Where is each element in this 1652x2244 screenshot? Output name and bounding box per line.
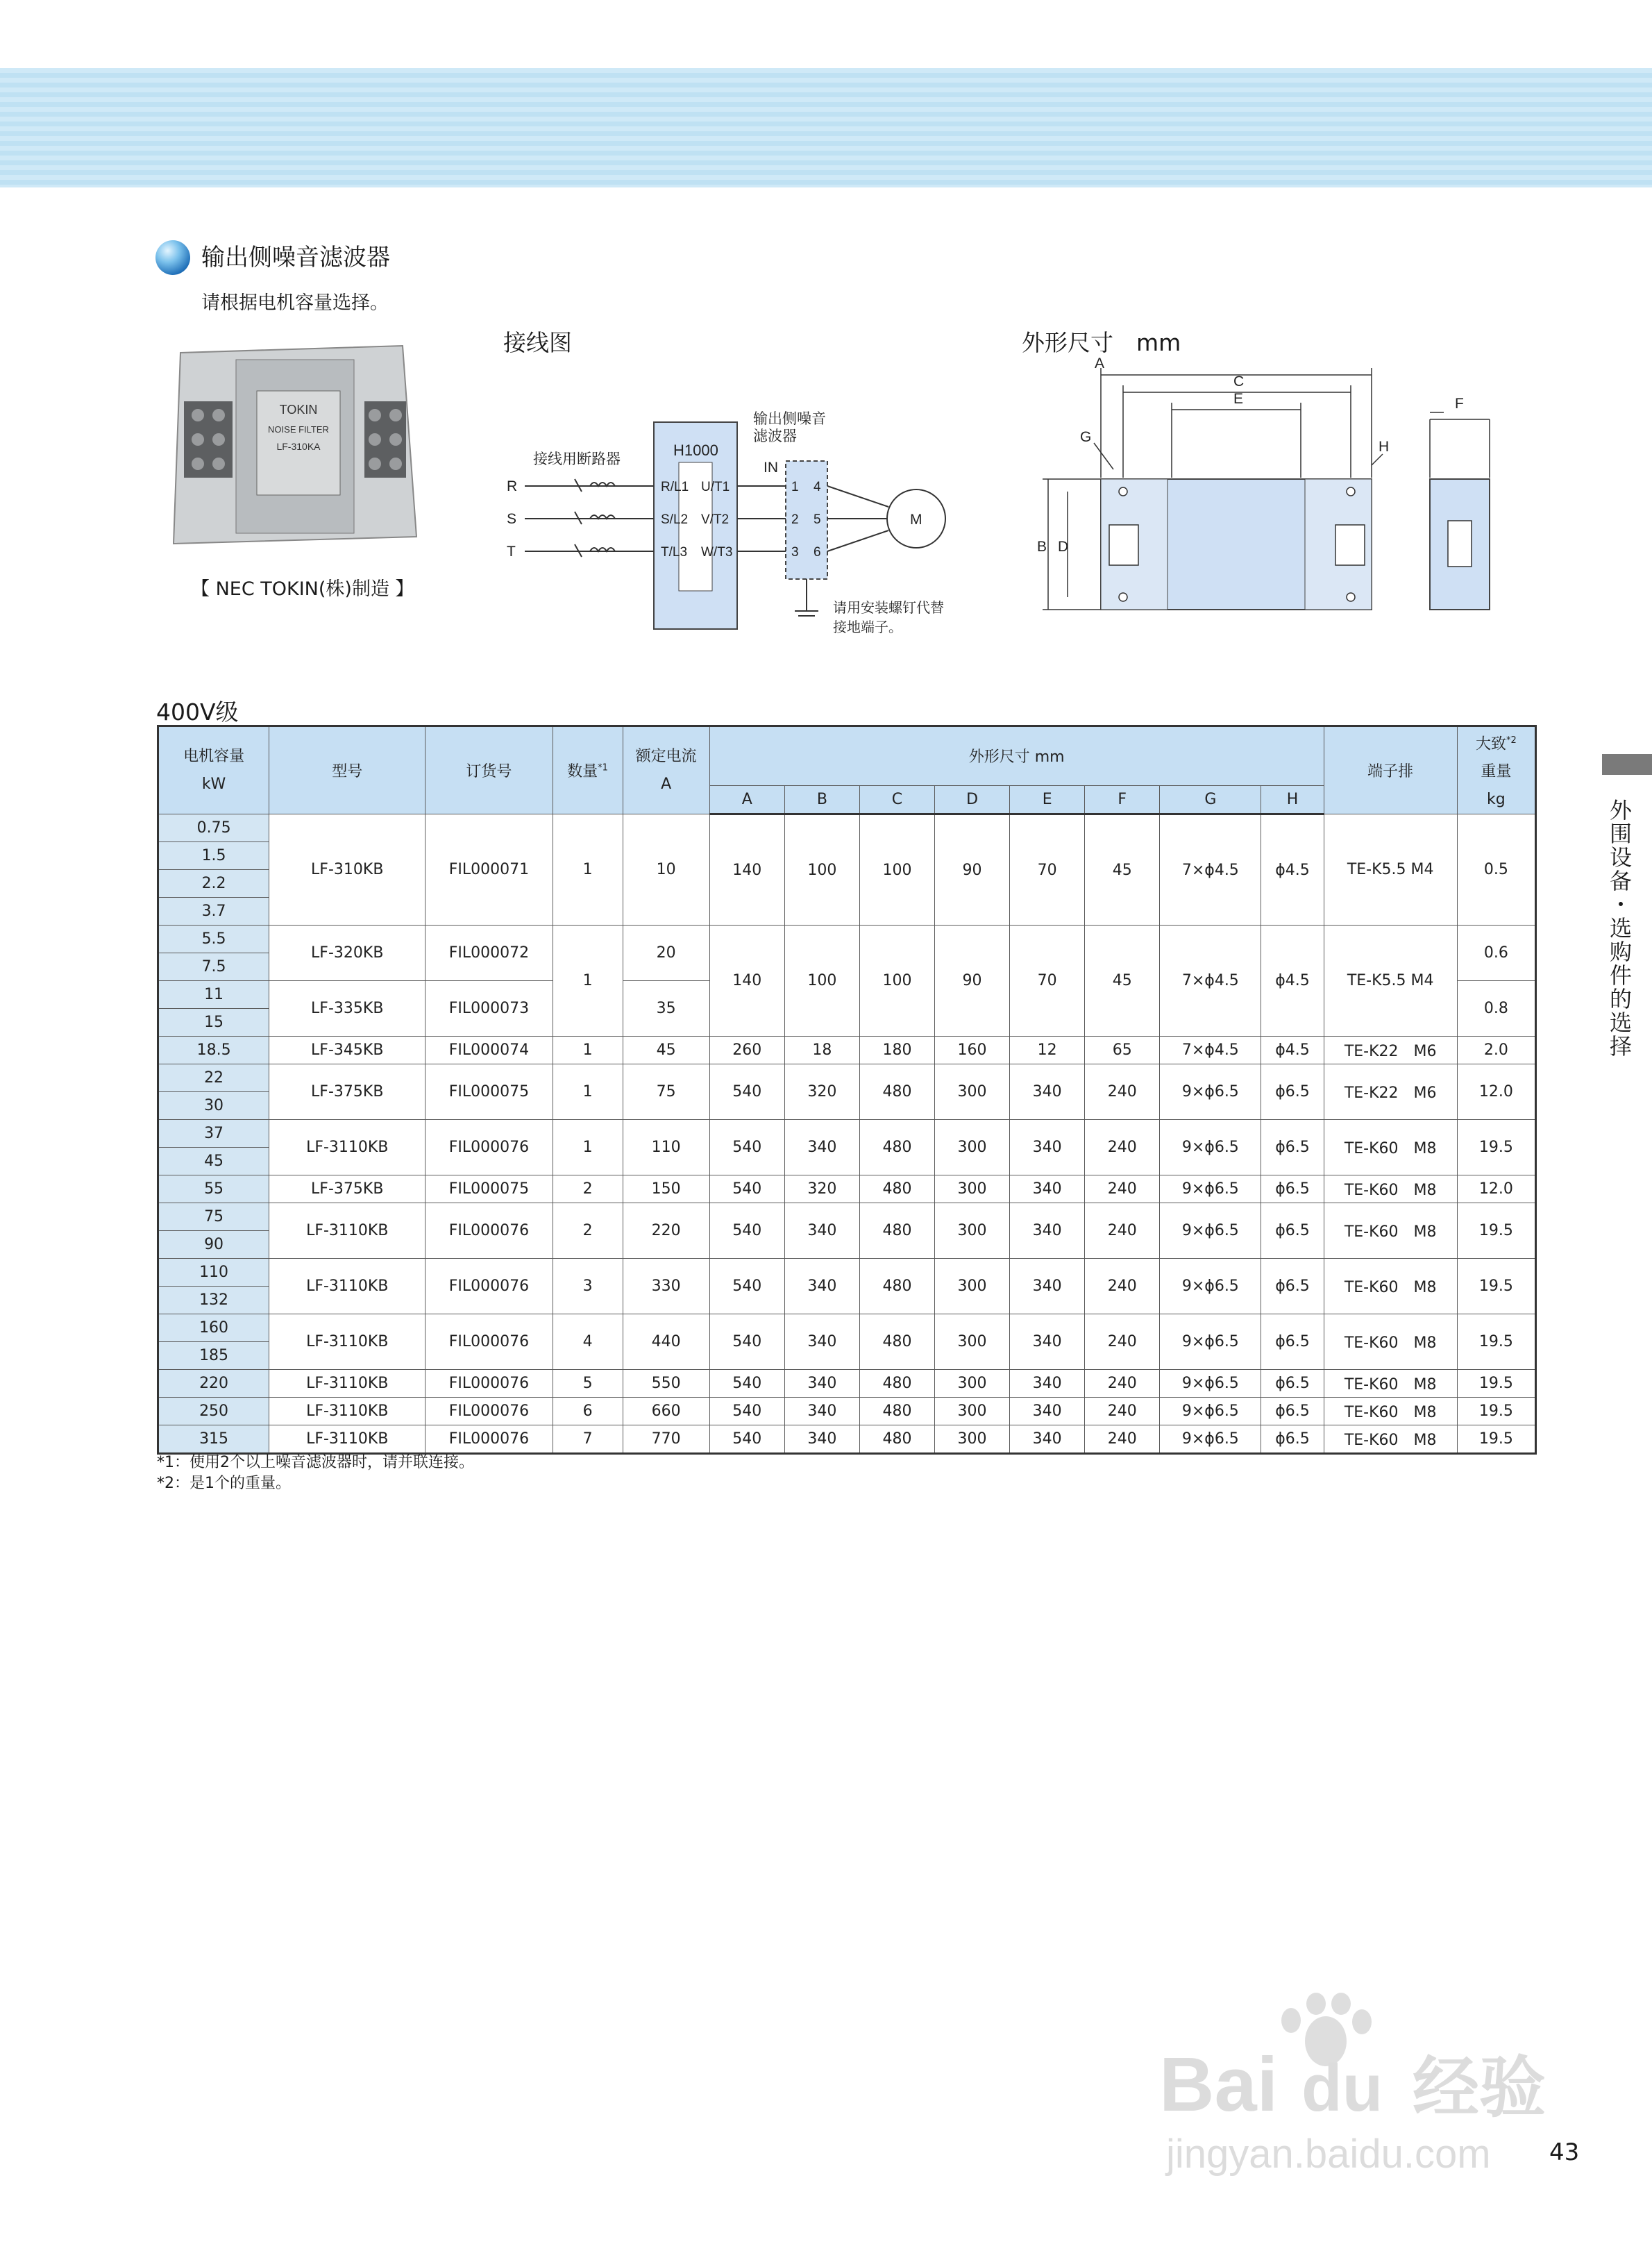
cell-rated-current: 110: [623, 1120, 709, 1175]
cell-motor-kw: 110: [158, 1259, 269, 1287]
watermark-main: Bai: [1159, 2042, 1279, 2127]
cell-motor-kw: 90: [158, 1231, 269, 1259]
cell-dim-b: 340: [784, 1259, 859, 1314]
cell-motor-kw: 185: [158, 1342, 269, 1370]
header-terminal: 端子排: [1324, 726, 1457, 814]
cell-dim-h: ϕ6.5: [1261, 1314, 1324, 1370]
cell-dim-b: 18: [784, 1037, 859, 1064]
cell-dim-h: ϕ4.5: [1261, 1037, 1324, 1064]
cell-order-no: FIL000076: [425, 1259, 553, 1314]
cell-model: LF-3110KB: [269, 1120, 425, 1175]
cell-motor-kw: 30: [158, 1092, 269, 1120]
section-title: 输出侧噪音滤波器: [201, 244, 390, 271]
cell-model: LF-310KB: [269, 814, 425, 926]
footnote-1: *1：使用2个以上噪音滤波器时，请并联连接。: [157, 1454, 474, 1471]
dim-label-d: D: [1058, 539, 1069, 555]
cell-dim-c: 480: [859, 1203, 934, 1259]
watermark-url: jingyan.baidu.com: [1166, 2132, 1491, 2177]
cell-dim-f: 45: [1085, 814, 1160, 926]
table-row: [158, 1398, 1536, 1425]
cell-weight: 19.5: [1457, 1120, 1535, 1175]
baidu-watermark: [1152, 1993, 1569, 2187]
cell-terminal: TE-K22 M6: [1324, 1064, 1457, 1120]
filter-term-4: 4: [814, 480, 821, 494]
cell-rated-current: 20: [623, 926, 709, 981]
cell-dim-d: 300: [935, 1398, 1010, 1425]
cell-dim-c: 180: [859, 1037, 934, 1064]
table-row: [158, 1259, 1536, 1287]
cell-dim-a: 540: [709, 1064, 784, 1120]
table-row: [158, 1203, 1536, 1231]
cell-motor-kw: 37: [158, 1120, 269, 1148]
cell-motor-kw: 3.7: [158, 898, 269, 926]
filter-term-1: 1: [791, 480, 799, 494]
cell-dim-c: 480: [859, 1425, 934, 1454]
cell-dim-f: 65: [1085, 1037, 1160, 1064]
output-v: V/T2: [701, 512, 730, 527]
table-row: [158, 814, 1536, 842]
cell-dim-a: 260: [709, 1037, 784, 1064]
cell-dim-h: ϕ6.5: [1261, 1425, 1324, 1454]
side-tab-marker: [1602, 754, 1652, 775]
cell-order-no: FIL000071: [425, 814, 553, 926]
cell-dim-e: 340: [1010, 1259, 1085, 1314]
cell-motor-kw: 11: [158, 981, 269, 1009]
cell-terminal: TE-K60 M8: [1324, 1203, 1457, 1259]
cell-dim-h: ϕ6.5: [1261, 1370, 1324, 1398]
cell-weight: 19.5: [1457, 1259, 1535, 1314]
cell-order-no: FIL000074: [425, 1037, 553, 1064]
cell-dim-c: 100: [859, 814, 934, 926]
cell-dim-a: 540: [709, 1203, 784, 1259]
cell-rated-current: 220: [623, 1203, 709, 1259]
section-subtitle: 请根据电机容量选择。: [201, 292, 389, 314]
cell-model: LF-3110KB: [269, 1314, 425, 1370]
cell-dim-a: 540: [709, 1398, 784, 1425]
cell-dim-d: 300: [935, 1175, 1010, 1203]
watermark-cn: 经验: [1413, 2051, 1546, 2125]
output-w: W/T3: [701, 545, 733, 560]
cell-dim-g: 7×ϕ4.5: [1160, 814, 1261, 926]
dim-label-e: E: [1233, 391, 1244, 407]
photo-model: LF-310KA: [276, 441, 321, 452]
cell-qty: 3: [553, 1259, 623, 1314]
cell-weight: 0.8: [1457, 981, 1535, 1037]
motor-label: M: [910, 512, 922, 528]
cell-motor-kw: 5.5: [158, 926, 269, 953]
cell-rated-current: 10: [623, 814, 709, 926]
cell-qty: 7: [553, 1425, 623, 1454]
filter-term-3: 3: [791, 545, 799, 560]
cell-dim-d: 300: [935, 1120, 1010, 1175]
table-row: [158, 1314, 1536, 1342]
header-model: 型号: [269, 726, 425, 814]
cell-model: LF-375KB: [269, 1175, 425, 1203]
cell-weight: 19.5: [1457, 1425, 1535, 1454]
cell-dim-f: 240: [1085, 1203, 1160, 1259]
cell-weight: 19.5: [1457, 1314, 1535, 1370]
phase-s: S: [507, 511, 517, 527]
cell-terminal: TE-K60 M8: [1324, 1120, 1457, 1175]
table-row: [158, 1120, 1536, 1148]
cell-dim-a: 540: [709, 1175, 784, 1203]
cell-weight: 12.0: [1457, 1064, 1535, 1120]
wiring-diagram: [500, 403, 1000, 653]
cell-dim-g: 9×ϕ6.5: [1160, 1398, 1261, 1425]
cell-dim-g: 9×ϕ6.5: [1160, 1064, 1261, 1120]
cell-dim-c: 480: [859, 1259, 934, 1314]
cell-terminal: TE-K22 M6: [1324, 1037, 1457, 1064]
cell-motor-kw: 22: [158, 1064, 269, 1092]
cell-terminal: TE-K60 M8: [1324, 1175, 1457, 1203]
cell-dim-b: 340: [784, 1120, 859, 1175]
cell-motor-kw: 0.75: [158, 814, 269, 842]
output-u: U/T1: [701, 480, 730, 494]
table-row: [158, 1037, 1536, 1064]
cell-dim-f: 240: [1085, 1370, 1160, 1398]
top-banner: [0, 68, 1652, 187]
cell-terminal: TE-K60 M8: [1324, 1370, 1457, 1398]
cell-dim-c: 480: [859, 1314, 934, 1370]
noise-filter-photo: [167, 339, 423, 551]
cell-dim-f: 240: [1085, 1314, 1160, 1370]
cell-rated-current: 150: [623, 1175, 709, 1203]
cell-model: LF-335KB: [269, 981, 425, 1037]
cell-qty: 1: [553, 1064, 623, 1120]
cell-dim-f: 240: [1085, 1398, 1160, 1425]
cell-weight: 0.6: [1457, 926, 1535, 981]
cell-dim-e: 340: [1010, 1370, 1085, 1398]
cell-rated-current: 75: [623, 1064, 709, 1120]
cell-motor-kw: 7.5: [158, 953, 269, 981]
cell-qty: 2: [553, 1203, 623, 1259]
cell-dim-a: 540: [709, 1370, 784, 1398]
cell-terminal: TE-K5.5 M4: [1324, 814, 1457, 926]
cell-weight: 2.0: [1457, 1037, 1535, 1064]
cell-qty: 1: [553, 1120, 623, 1175]
footnotes: [157, 1452, 474, 1494]
cell-terminal: TE-K60 M8: [1324, 1425, 1457, 1454]
cell-dim-b: 340: [784, 1370, 859, 1398]
cell-dim-f: 240: [1085, 1064, 1160, 1120]
header-motor-kw: 电机容量 kW: [158, 726, 269, 814]
phase-r: R: [507, 478, 518, 494]
cell-order-no: FIL000072: [425, 926, 553, 981]
cell-dim-h: ϕ4.5: [1261, 814, 1324, 926]
cell-dim-h: ϕ6.5: [1261, 1398, 1324, 1425]
wiring-title: 接线图: [503, 329, 572, 356]
header-qty: 数量$^{*1}$: [553, 726, 623, 814]
cell-dim-h: ϕ4.5: [1261, 926, 1324, 1037]
input-t: T/L3: [661, 545, 688, 560]
section-bullet-icon: [155, 240, 190, 275]
table-row: [158, 1064, 1536, 1092]
cell-dim-a: 140: [709, 926, 784, 1037]
cell-motor-kw: 2.2: [158, 870, 269, 898]
side-chapter-label: 外围设备・选购件的选择: [1606, 798, 1633, 1058]
cell-dim-e: 340: [1010, 1064, 1085, 1120]
cell-weight: 12.0: [1457, 1175, 1535, 1203]
cell-dim-h: ϕ6.5: [1261, 1175, 1324, 1203]
filter-term-6: 6: [814, 545, 821, 560]
cell-dim-a: 140: [709, 814, 784, 926]
cell-dim-b: 100: [784, 814, 859, 926]
cell-rated-current: 440: [623, 1314, 709, 1370]
dim-label-h: H: [1379, 439, 1390, 455]
cell-motor-kw: 18.5: [158, 1037, 269, 1064]
header-dim-b: B: [784, 785, 859, 814]
cell-dim-d: 160: [935, 1037, 1010, 1064]
cell-dim-g: 7×ϕ4.5: [1160, 926, 1261, 1037]
cell-motor-kw: 220: [158, 1370, 269, 1398]
header-dim-g: G: [1160, 785, 1261, 814]
table-row: [158, 1370, 1536, 1398]
cell-dim-d: 300: [935, 1064, 1010, 1120]
cell-rated-current: 330: [623, 1259, 709, 1314]
cell-dim-e: 340: [1010, 1425, 1085, 1454]
cell-motor-kw: 315: [158, 1425, 269, 1454]
cell-rated-current: 35: [623, 981, 709, 1037]
cell-terminal: TE-K60 M8: [1324, 1259, 1457, 1314]
cell-dim-a: 540: [709, 1120, 784, 1175]
cell-dim-d: 300: [935, 1425, 1010, 1454]
cell-order-no: FIL000073: [425, 981, 553, 1037]
cell-order-no: FIL000076: [425, 1120, 553, 1175]
cell-qty: 1: [553, 926, 623, 1037]
input-r: R/L1: [661, 480, 689, 494]
cell-dim-f: 240: [1085, 1425, 1160, 1454]
ground-note-1: 请用安装螺钉代替: [833, 601, 944, 616]
dim-label-f: F: [1455, 396, 1464, 412]
photo-label: NOISE FILTER: [268, 424, 329, 435]
cell-rated-current: 770: [623, 1425, 709, 1454]
header-dim-f: F: [1085, 785, 1160, 814]
cell-dim-e: 340: [1010, 1175, 1085, 1203]
cell-qty: 1: [553, 814, 623, 926]
cell-motor-kw: 75: [158, 1203, 269, 1231]
header-dim-h: H: [1261, 785, 1324, 814]
cell-qty: 1: [553, 1037, 623, 1064]
cell-dim-b: 340: [784, 1398, 859, 1425]
cell-dim-b: 320: [784, 1064, 859, 1120]
table-row: [158, 1425, 1536, 1454]
header-order-no: 订货号: [425, 726, 553, 814]
cell-model: LF-345KB: [269, 1037, 425, 1064]
cell-dim-a: 540: [709, 1425, 784, 1454]
cell-dim-b: 340: [784, 1314, 859, 1370]
cell-dim-h: ϕ6.5: [1261, 1203, 1324, 1259]
filter-label-2: 滤波器: [753, 428, 797, 444]
cell-order-no: FIL000076: [425, 1425, 553, 1454]
cell-qty: 5: [553, 1370, 623, 1398]
cell-order-no: FIL000075: [425, 1175, 553, 1203]
cell-dim-e: 340: [1010, 1203, 1085, 1259]
cell-qty: 6: [553, 1398, 623, 1425]
cell-dim-d: 90: [935, 926, 1010, 1037]
cell-dim-e: 70: [1010, 814, 1085, 926]
cell-terminal: TE-K60 M8: [1324, 1398, 1457, 1425]
cell-terminal: TE-K60 M8: [1324, 1314, 1457, 1370]
breaker-label: 接线用断路器: [533, 451, 621, 467]
cell-weight: 19.5: [1457, 1398, 1535, 1425]
cell-dim-g: 9×ϕ6.5: [1160, 1370, 1261, 1398]
dims-title: 外形尺寸 mm: [1022, 329, 1181, 356]
dim-label-g: G: [1080, 429, 1092, 445]
cell-dim-h: ϕ6.5: [1261, 1120, 1324, 1175]
cell-dim-b: 340: [784, 1425, 859, 1454]
cell-dim-g: 9×ϕ6.5: [1160, 1120, 1261, 1175]
cell-dim-d: 300: [935, 1203, 1010, 1259]
cell-dim-h: ϕ6.5: [1261, 1064, 1324, 1120]
cell-dim-e: 340: [1010, 1120, 1085, 1175]
cell-weight: 19.5: [1457, 1370, 1535, 1398]
cell-dim-e: 70: [1010, 926, 1085, 1037]
cell-motor-kw: 250: [158, 1398, 269, 1425]
cell-dim-d: 90: [935, 814, 1010, 926]
filter-term-2: 2: [791, 512, 799, 527]
cell-model: LF-3110KB: [269, 1259, 425, 1314]
cell-weight: 0.5: [1457, 814, 1535, 926]
cell-dim-e: 12: [1010, 1037, 1085, 1064]
cell-model: LF-3110KB: [269, 1370, 425, 1398]
cell-dim-e: 340: [1010, 1314, 1085, 1370]
cell-dim-f: 240: [1085, 1120, 1160, 1175]
cell-dim-g: 7×ϕ4.5: [1160, 1037, 1261, 1064]
filter-label-1: 输出侧噪音: [753, 411, 826, 427]
cell-model: LF-3110KB: [269, 1425, 425, 1454]
page-number: 43: [1549, 2138, 1580, 2166]
cell-order-no: FIL000076: [425, 1398, 553, 1425]
cell-dim-f: 45: [1085, 926, 1160, 1037]
cell-order-no: FIL000076: [425, 1203, 553, 1259]
footnote-2: *2：是1个的重量。: [157, 1475, 291, 1492]
dimension-drawing: [1027, 354, 1541, 632]
header-dim-d: D: [935, 785, 1010, 814]
table-row: [158, 926, 1536, 953]
cell-order-no: FIL000076: [425, 1314, 553, 1370]
cell-qty: 4: [553, 1314, 623, 1370]
table-row: [158, 1175, 1536, 1203]
header-dim-c: C: [859, 785, 934, 814]
phase-t: T: [507, 544, 516, 560]
cell-dim-c: 480: [859, 1064, 934, 1120]
cell-dim-c: 100: [859, 926, 934, 1037]
header-rated-current: 额定电流 A: [623, 726, 709, 814]
cell-model: LF-375KB: [269, 1064, 425, 1120]
cell-terminal: TE-K5.5 M4: [1324, 926, 1457, 1037]
header-dim-a: A: [709, 785, 784, 814]
cell-dim-g: 9×ϕ6.5: [1160, 1175, 1261, 1203]
cell-dim-g: 9×ϕ6.5: [1160, 1314, 1261, 1370]
dim-label-c: C: [1233, 374, 1245, 390]
ground-note-2: 接地端子。: [833, 620, 902, 635]
cell-motor-kw: 160: [158, 1314, 269, 1342]
spec-table-body: [158, 814, 1536, 1454]
cell-dim-f: 240: [1085, 1175, 1160, 1203]
cell-motor-kw: 1.5: [158, 842, 269, 870]
cell-dim-g: 9×ϕ6.5: [1160, 1425, 1261, 1454]
cell-dim-d: 300: [935, 1259, 1010, 1314]
cell-dim-c: 480: [859, 1398, 934, 1425]
cell-dim-d: 300: [935, 1370, 1010, 1398]
cell-dim-g: 9×ϕ6.5: [1160, 1259, 1261, 1314]
cell-dim-h: ϕ6.5: [1261, 1259, 1324, 1314]
filter-in-label: IN: [764, 460, 778, 476]
inverter-label: H1000: [673, 442, 718, 459]
cell-dim-e: 340: [1010, 1398, 1085, 1425]
header-dim-e: E: [1010, 785, 1085, 814]
watermark-du: du: [1301, 2051, 1383, 2125]
cell-motor-kw: 55: [158, 1175, 269, 1203]
cell-dim-b: 100: [784, 926, 859, 1037]
cell-dim-b: 320: [784, 1175, 859, 1203]
cell-model: LF-320KB: [269, 926, 425, 981]
cell-motor-kw: 15: [158, 1009, 269, 1037]
header-weight: 大致$^{*2}$ 重量 kg: [1457, 726, 1535, 814]
input-s: S/L2: [661, 512, 689, 527]
dim-label-b: B: [1037, 539, 1047, 555]
photo-caption: 【 NEC TOKIN(株)制造 】: [191, 578, 414, 600]
cell-motor-kw: 45: [158, 1148, 269, 1175]
cell-rated-current: 550: [623, 1370, 709, 1398]
cell-weight: 19.5: [1457, 1203, 1535, 1259]
cell-qty: 2: [553, 1175, 623, 1203]
cell-dim-c: 480: [859, 1175, 934, 1203]
photo-brand: TOKIN: [279, 403, 318, 417]
cell-model: LF-3110KB: [269, 1203, 425, 1259]
cell-dim-g: 9×ϕ6.5: [1160, 1203, 1261, 1259]
voltage-class-title: 400V级: [156, 698, 239, 726]
cell-dim-d: 300: [935, 1314, 1010, 1370]
cell-dim-c: 480: [859, 1370, 934, 1398]
cell-order-no: FIL000076: [425, 1370, 553, 1398]
dim-label-a: A: [1095, 355, 1105, 371]
cell-rated-current: 45: [623, 1037, 709, 1064]
cell-rated-current: 660: [623, 1398, 709, 1425]
cell-dim-b: 340: [784, 1203, 859, 1259]
cell-dim-c: 480: [859, 1120, 934, 1175]
cell-order-no: FIL000075: [425, 1064, 553, 1120]
cell-motor-kw: 132: [158, 1287, 269, 1314]
cell-model: LF-3110KB: [269, 1398, 425, 1425]
header-dimensions: 外形尺寸 mm: [709, 726, 1324, 786]
cell-dim-f: 240: [1085, 1259, 1160, 1314]
filter-spec-table: [157, 725, 1537, 1455]
cell-dim-a: 540: [709, 1314, 784, 1370]
cell-dim-a: 540: [709, 1259, 784, 1314]
filter-term-5: 5: [814, 512, 821, 527]
